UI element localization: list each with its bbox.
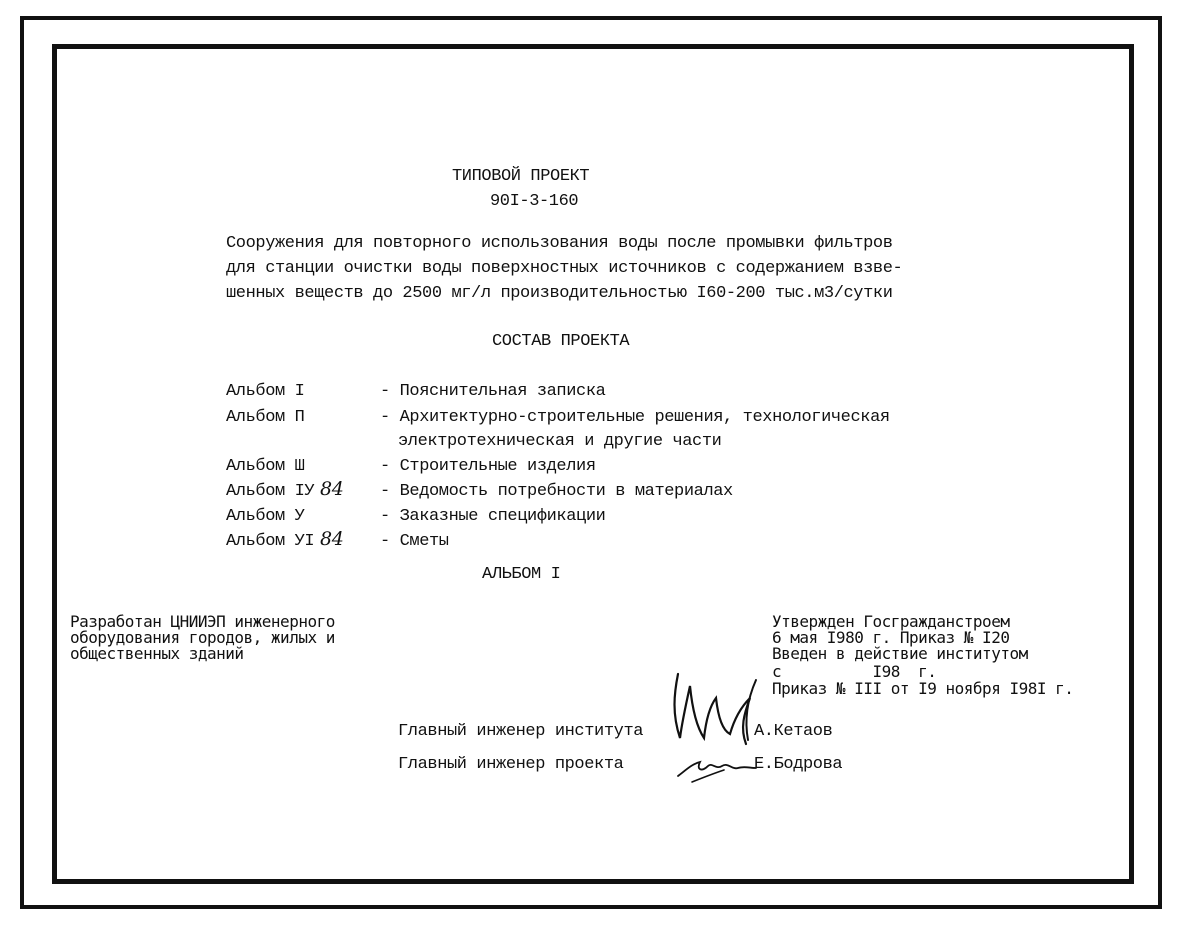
current-album-title: АЛЬБОМ I (482, 565, 561, 584)
album-handwritten-note: 84 (320, 528, 344, 550)
composition-heading: СОСТАВ ПРОЕКТА (492, 332, 630, 351)
album-label: Альбом УI (226, 532, 315, 551)
album-desc: - Ведомость потребности в материалах (380, 482, 733, 501)
approval-line-2: 6 мая I980 г. Приказ № I20 (772, 628, 1010, 647)
album-label: Альбом П (226, 408, 305, 427)
description-line-3: шенных веществ до 2500 мг/л производительностью I60-200 тыс.м3/сутки (226, 284, 893, 303)
album-label: Альбом Ш (226, 457, 305, 476)
approval-line-4: с I98 г. (772, 662, 937, 681)
album-desc-continued: электротехническая и другие части (398, 432, 722, 451)
project-title: ТИПОВОЙ ПРОЕКТ (452, 167, 590, 186)
album-handwritten-note: 84 (320, 478, 344, 500)
album-desc: - Заказные спецификации (380, 507, 606, 526)
project-code: 90I-3-160 (490, 192, 579, 211)
album-label: Альбом У (226, 507, 305, 526)
album-desc: - Сметы (380, 532, 449, 551)
signature-name: А.Кетаов (754, 722, 833, 741)
developer-line-3: общественных зданий (70, 644, 244, 663)
signature-role: Главный инженер института (398, 722, 644, 741)
handwritten-signature-project-engineer (672, 750, 760, 786)
signature-role: Главный инженер проекта (398, 755, 624, 774)
album-label: Альбом IУ (226, 482, 315, 501)
approval-line-1: Утвержден Госгражданстроем (772, 612, 1010, 631)
album-desc: - Пояснительная записка (380, 382, 606, 401)
album-desc: - Строительные изделия (380, 457, 596, 476)
signature-name: Е.Бодрова (754, 755, 843, 774)
developer-line-1: Разработан ЦНИИЭП инженерного (70, 612, 335, 631)
handwritten-signature-chief-engineer (660, 668, 780, 754)
description-line-1: Сооружения для повторного использования воды после промывки фильтров (226, 234, 893, 253)
developer-line-2: оборудования городов, жилых и (70, 628, 335, 647)
approval-line-3: Введен в действие институтом (772, 644, 1028, 663)
album-label: Альбом I (226, 382, 305, 401)
approval-line-5: Приказ № III от I9 ноября I98I г. (772, 679, 1074, 698)
album-desc: - Архитектурно-строительные решения, технологическая (380, 408, 890, 427)
description-line-2: для станции очистки воды поверхностных источников с содержанием взве- (226, 259, 903, 278)
